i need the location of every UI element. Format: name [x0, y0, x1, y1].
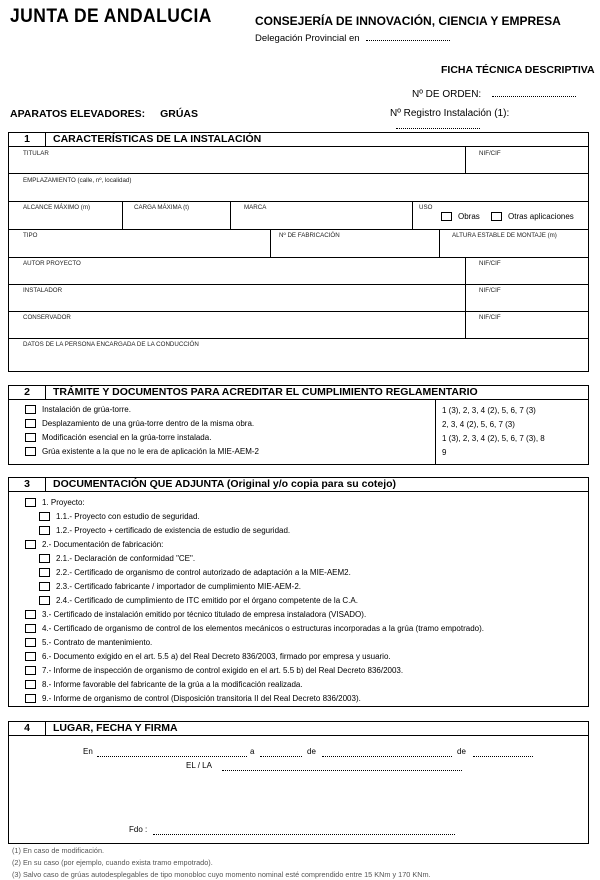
- tramite-item: Instalación de grúa-torre.: [42, 405, 131, 414]
- doc-item: 1.1.- Proyecto con estudio de seguridad.: [56, 512, 200, 521]
- doc-item: 2.- Documentación de fabricación:: [42, 540, 164, 549]
- section-3-title: [53, 478, 396, 491]
- doc-checkbox[interactable]: [25, 624, 36, 633]
- section-4: [8, 721, 589, 844]
- otras-aplicaciones-label: Otras aplicaciones: [508, 212, 574, 221]
- doc-checkbox[interactable]: [25, 680, 36, 689]
- tipo-label: TIPO: [23, 232, 38, 239]
- tramite-item: Desplazamiento de una grúa-torre dentro de la misma obra.: [42, 419, 255, 428]
- fabricacion-label: Nº DE FABRICACIÓN: [279, 232, 340, 239]
- section-1: [8, 132, 589, 372]
- doc-checkbox[interactable]: [39, 568, 50, 577]
- de1-label: de: [307, 747, 316, 756]
- delegacion-label: Delegación Provincial en: [255, 33, 360, 44]
- section-4-title: LUGAR, FECHA Y FIRMA: [53, 722, 178, 734]
- anio-field[interactable]: [473, 747, 533, 757]
- doc-item: 5.- Contrato de mantenimiento.: [42, 638, 153, 647]
- organization-logo: JUNTA DE ANDALUCIA: [10, 6, 212, 27]
- doc-item: 6.- Documento exigido en el art. 5.5 a) del Real Decreto 836/2003, firmado por empresa y usuario.: [42, 652, 391, 661]
- gruas-label: GRÚAS: [160, 108, 198, 120]
- obras-label: Obras: [458, 212, 480, 221]
- doc-item: 2.3.- Certificado fabricante / importador de cumplimiento MIE-AEM-2.: [56, 582, 301, 591]
- section-2-number: 2: [9, 386, 46, 399]
- doc-item: 1.2.- Proyecto + certificado de existencia de estudio de seguridad.: [56, 526, 291, 535]
- uso-label: USO: [419, 204, 433, 211]
- delegacion-field[interactable]: [366, 31, 450, 41]
- doc-item: 4.- Certificado de organismo de control de los elementos mecánicos o estructuras incorporadas a la grúa (tramo empotrado).: [42, 624, 484, 633]
- desplazamiento-checkbox[interactable]: [25, 419, 36, 428]
- a-label: a: [250, 747, 255, 756]
- doc-checkbox[interactable]: [39, 554, 50, 563]
- obras-checkbox[interactable]: [441, 212, 452, 221]
- tramite-item: Grúa existente a la que no le era de aplicación la MIE-AEM-2: [42, 447, 260, 456]
- titular-label: TITULAR: [23, 150, 49, 157]
- instalador-label: INSTALADOR: [23, 287, 63, 294]
- carga-label: CARGA MÁXIMA (t): [134, 204, 190, 211]
- doc-item: 7.- Informe de inspección de organismo de control exigido en el art. 5.5 b) del Real Decreto 836/2003.: [42, 666, 404, 675]
- mes-field[interactable]: [322, 747, 452, 757]
- tramite-docs: 1 (3), 2, 3, 4 (2), 5, 6, 7 (3), 8: [442, 434, 545, 443]
- consejeria-title: CONSEJERÍA DE INNOVACIÓN, CIENCIA Y EMPRESA: [255, 14, 561, 28]
- registro-field[interactable]: [396, 119, 480, 129]
- doc-checkbox[interactable]: [25, 498, 36, 507]
- doc-checkbox[interactable]: [25, 638, 36, 647]
- delegacion-line: [255, 31, 450, 44]
- footnote-1: (1) En caso de modificación.: [12, 846, 105, 855]
- form-title: FICHA TÉCNICA DESCRIPTIVA: [441, 64, 595, 76]
- doc-item: 2.1.- Declaración de conformidad "CE".: [56, 554, 196, 563]
- section-3-number: 3: [9, 478, 46, 491]
- doc-item: 1. Proyecto:: [42, 498, 85, 507]
- registro-line: [390, 108, 600, 132]
- emplazamiento-label: EMPLAZAMIENTO (calle, nº, localidad): [23, 177, 132, 184]
- doc-item: 8.- Informe favorable del fabricante de la grúa a la modificación realizada.: [42, 680, 303, 689]
- section-1-header: [9, 133, 588, 147]
- section-1-number: 1: [9, 133, 46, 146]
- doc-checkbox[interactable]: [25, 666, 36, 675]
- doc-checkbox[interactable]: [25, 694, 36, 703]
- conservador-nif-label: NIF/CIF: [479, 314, 501, 321]
- altura-label: ALTURA ESTABLE DE MONTAJE (m): [452, 232, 557, 239]
- datos-conduccion-label: DATOS DE LA PERSONA ENCARGADA DE LA CONDUCCIÓN: [23, 341, 199, 348]
- marca-label: MARCA: [244, 204, 267, 211]
- doc-checkbox[interactable]: [39, 596, 50, 605]
- autor-nif-label: NIF/CIF: [479, 260, 501, 267]
- firma-field[interactable]: [153, 825, 455, 835]
- section-1-title: CARACTERÍSTICAS DE LA INSTALACIÓN: [53, 133, 262, 145]
- otras-aplicaciones-checkbox[interactable]: [491, 212, 502, 221]
- en-label: En: [83, 747, 93, 756]
- doc-checkbox[interactable]: [39, 582, 50, 591]
- modificacion-checkbox[interactable]: [25, 433, 36, 442]
- aparatos-line: [10, 108, 198, 120]
- orden-label: Nº DE ORDEN:: [412, 89, 482, 100]
- section-2: [8, 385, 589, 465]
- fdo-label: Fdo :: [129, 825, 148, 834]
- conservador-label: CONSERVADOR: [23, 314, 71, 321]
- doc-checkbox[interactable]: [25, 610, 36, 619]
- instalacion-checkbox[interactable]: [25, 405, 36, 414]
- section-3-header: [9, 478, 588, 492]
- de2-label: de: [457, 747, 466, 756]
- tramite-docs: 1 (3), 2, 3, 4 (2), 5, 6, 7 (3): [442, 406, 536, 415]
- aparatos-label: APARATOS ELEVADORES:: [10, 108, 146, 120]
- alcance-label: ALCANCE MÁXIMO (m): [23, 204, 91, 211]
- orden-line: [412, 87, 576, 100]
- doc-checkbox[interactable]: [25, 540, 36, 549]
- instalador-nif-label: NIF/CIF: [479, 287, 501, 294]
- section-3-title-main: DOCUMENTACIÓN QUE ADJUNTA: [53, 478, 224, 490]
- doc-checkbox[interactable]: [39, 526, 50, 535]
- el-la-label: EL / LA: [186, 761, 212, 770]
- section-4-header: [9, 722, 588, 736]
- doc-item: 9.- Informe de organismo de control (Disposición transitoria II del Real Decreto 836/2003).: [42, 694, 361, 703]
- footnote-3: (3) Salvo caso de grúas autodesplegables de tipo monobloc cuyo momento nominal esté comprendido entre 15 KNm y 170 KNm.: [12, 870, 431, 879]
- tramite-docs: 9: [442, 448, 447, 457]
- section-3-title-sub: (Original y/o copia para su cotejo): [226, 478, 397, 490]
- titular-nif-label: NIF/CIF: [479, 150, 501, 157]
- section-2-header: [9, 386, 588, 400]
- el-la-field[interactable]: [222, 761, 462, 771]
- doc-item: 2.2.- Certificado de organismo de control autorizado de adaptación a la MIE-AEM2.: [56, 568, 351, 577]
- doc-item: 3.- Certificado de instalación emitido por técnico titulado de empresa instaladora (VISADO).: [42, 610, 367, 619]
- doc-item: 2.4.- Certificado de cumplimiento de ITC emitido por el órgano competente de la C.A.: [56, 596, 358, 605]
- grua-existente-checkbox[interactable]: [25, 447, 36, 456]
- lugar-field[interactable]: [97, 747, 247, 757]
- dia-field[interactable]: [260, 747, 302, 757]
- autor-proyecto-label: AUTOR PROYECTO: [23, 260, 81, 267]
- footnote-2: (2) En su caso (por ejemplo, cuando exista tramo empotrado).: [12, 858, 213, 867]
- section-2-title: TRÁMITE Y DOCUMENTOS PARA ACREDITAR EL CUMPLIMIENTO REGLAMENTARIO: [53, 386, 478, 398]
- doc-checkbox[interactable]: [25, 652, 36, 661]
- section-4-number: 4: [9, 722, 46, 735]
- tramite-item: Modificación esencial en la grúa-torre instalada.: [42, 433, 212, 442]
- section-3: [8, 477, 589, 707]
- tramite-docs: 2, 3, 4 (2), 5, 6, 7 (3): [442, 420, 515, 429]
- registro-label: Nº Registro Instalación (1):: [390, 108, 510, 119]
- orden-field[interactable]: [492, 87, 576, 97]
- doc-checkbox[interactable]: [39, 512, 50, 521]
